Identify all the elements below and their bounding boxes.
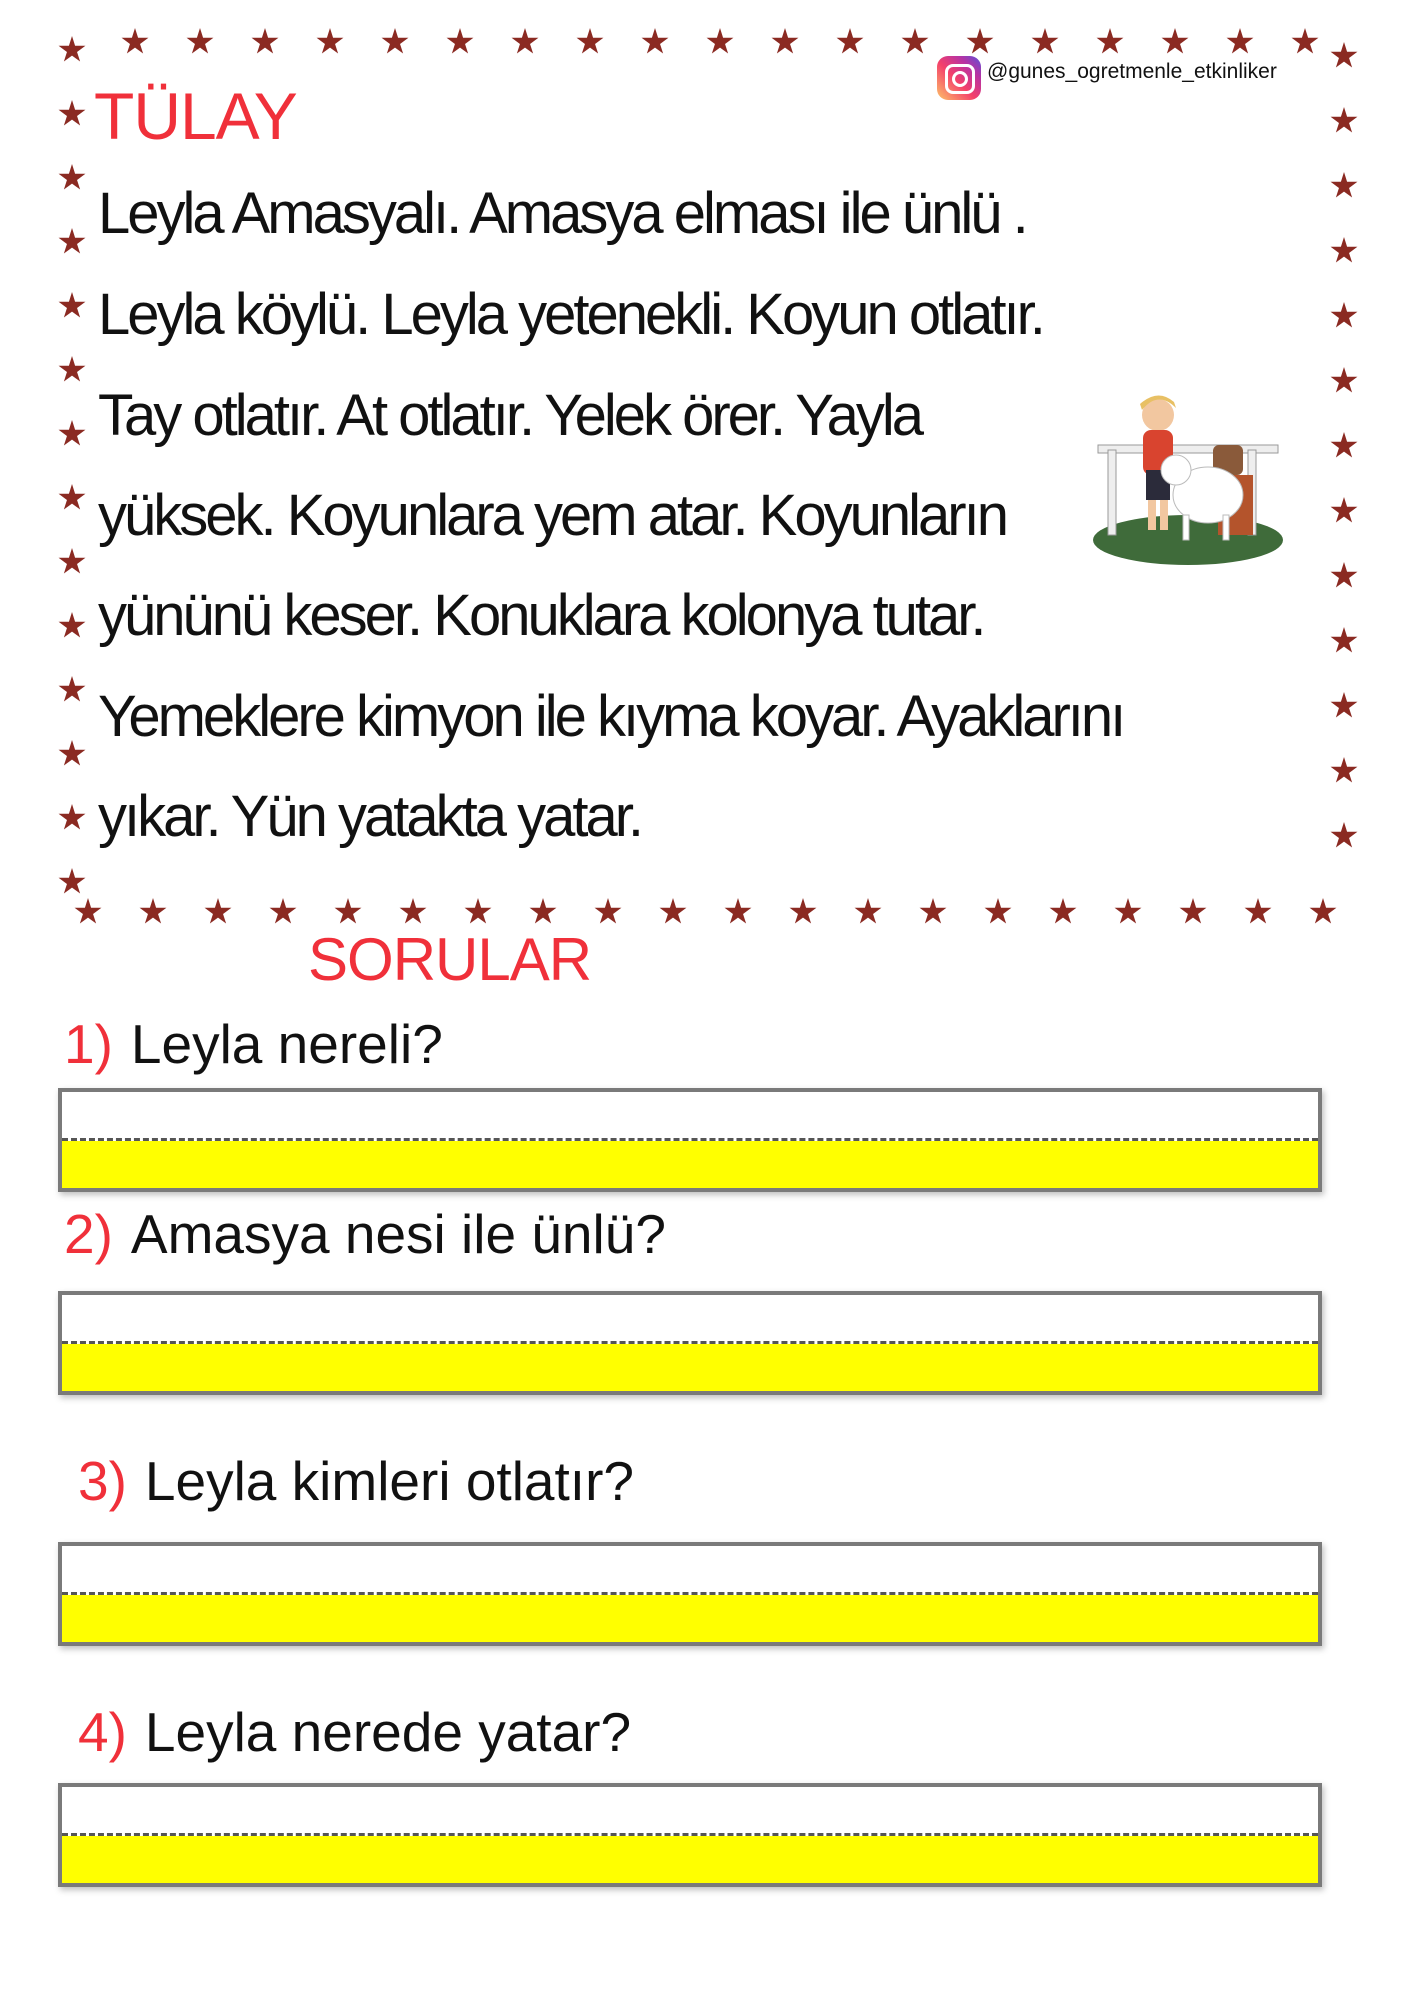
- question-2: [64, 1202, 666, 1266]
- question-number: 2): [64, 1203, 113, 1265]
- star-icon: [641, 28, 669, 56]
- star-icon: [1330, 497, 1358, 525]
- story-line: Leyla Amasyalı. Amasya elması ile ünlü .: [98, 181, 1026, 246]
- star-icon: [316, 28, 344, 56]
- question-text: Leyla nereli?: [130, 1013, 443, 1075]
- star-icon: [1330, 822, 1358, 850]
- question-text: Amasya nesi ile ünlü?: [130, 1203, 666, 1265]
- question-number: 3): [78, 1450, 127, 1512]
- star-icon: [139, 898, 167, 926]
- star-icon: [1161, 28, 1189, 56]
- question-text: Leyla kimleri otlatır?: [144, 1450, 634, 1512]
- star-icon: [1114, 898, 1142, 926]
- star-icon: [576, 28, 604, 56]
- answer-field-4[interactable]: [58, 1783, 1322, 1887]
- star-icon: [74, 898, 102, 926]
- star-icon: [1330, 757, 1358, 785]
- star-icon: [251, 28, 279, 56]
- star-icon: [58, 804, 86, 832]
- story-title: TÜLAY: [94, 79, 297, 153]
- star-icon: [1330, 367, 1358, 395]
- star-icon: [771, 28, 799, 56]
- story-line: Yemeklere kimyon ile kıyma koyar. Ayaklarını: [98, 684, 1124, 749]
- star-icon: [1291, 28, 1319, 56]
- star-icon: [1330, 562, 1358, 590]
- story-line: yıkar. Yün yatakta yatar.: [98, 784, 641, 849]
- star-icon: [58, 676, 86, 704]
- star-icon: [204, 898, 232, 926]
- question-number: 1): [64, 1013, 113, 1075]
- star-icon: [1330, 432, 1358, 460]
- star-icon: [58, 292, 86, 320]
- star-icon: [58, 420, 86, 448]
- social-credit: [937, 56, 1277, 100]
- star-icon: [58, 100, 86, 128]
- star-icon: [1244, 898, 1272, 926]
- star-icon: [121, 28, 149, 56]
- star-icon: [464, 898, 492, 926]
- question-1: [64, 1012, 443, 1076]
- star-icon: [1330, 627, 1358, 655]
- star-icon: [58, 164, 86, 192]
- star-icon: [511, 28, 539, 56]
- star-icon: [1031, 28, 1059, 56]
- answer-field-2[interactable]: [58, 1291, 1322, 1395]
- star-icon: [724, 898, 752, 926]
- star-icon: [334, 898, 362, 926]
- star-icon: [58, 740, 86, 768]
- story-line: Leyla köylü. Leyla yetenekli. Koyun otlatır.: [98, 282, 1043, 347]
- star-icon: [186, 28, 214, 56]
- star-icon: [1226, 28, 1254, 56]
- star-icon: [1330, 42, 1358, 70]
- star-icon: [381, 28, 409, 56]
- star-icon: [58, 36, 86, 64]
- star-icon: [1330, 237, 1358, 265]
- star-icon: [966, 28, 994, 56]
- star-icon: [1049, 898, 1077, 926]
- star-icon: [789, 898, 817, 926]
- star-icon: [901, 28, 929, 56]
- instagram-icon: [937, 56, 981, 100]
- star-icon: [706, 28, 734, 56]
- star-icon: [659, 898, 687, 926]
- answer-field-1[interactable]: [58, 1088, 1322, 1192]
- questions-heading: SORULAR: [308, 926, 592, 993]
- question-4: [78, 1700, 631, 1764]
- story-line: Tay otlatır. At otlatır. Yelek örer. Yayla: [98, 383, 921, 448]
- star-icon: [58, 484, 86, 512]
- star-icon: [1096, 28, 1124, 56]
- question-number: 4): [78, 1701, 127, 1763]
- story-line: yününü keser. Konuklara kolonya tutar.: [98, 583, 984, 648]
- star-icon: [58, 548, 86, 576]
- star-icon: [58, 356, 86, 384]
- star-icon: [58, 868, 86, 896]
- star-icon: [269, 898, 297, 926]
- star-icon: [836, 28, 864, 56]
- social-handle: @gunes_ogretmenle_etkinliker: [987, 60, 1277, 83]
- star-icon: [399, 898, 427, 926]
- question-3: [78, 1449, 634, 1513]
- star-icon: [1330, 172, 1358, 200]
- star-icon: [919, 898, 947, 926]
- answer-field-3[interactable]: [58, 1542, 1322, 1646]
- star-icon: [1179, 898, 1207, 926]
- question-text: Leyla nerede yatar?: [144, 1701, 632, 1763]
- star-icon: [446, 28, 474, 56]
- girl-with-lamb-illustration: [1088, 390, 1288, 570]
- star-icon: [1309, 898, 1337, 926]
- star-icon: [58, 228, 86, 256]
- star-icon: [58, 612, 86, 640]
- star-icon: [1330, 692, 1358, 720]
- star-icon: [1330, 107, 1358, 135]
- star-icon: [854, 898, 882, 926]
- star-icon: [984, 898, 1012, 926]
- story-line: yüksek. Koyunlara yem atar. Koyunların: [98, 483, 1006, 548]
- star-icon: [594, 898, 622, 926]
- star-icon: [529, 898, 557, 926]
- star-icon: [1330, 302, 1358, 330]
